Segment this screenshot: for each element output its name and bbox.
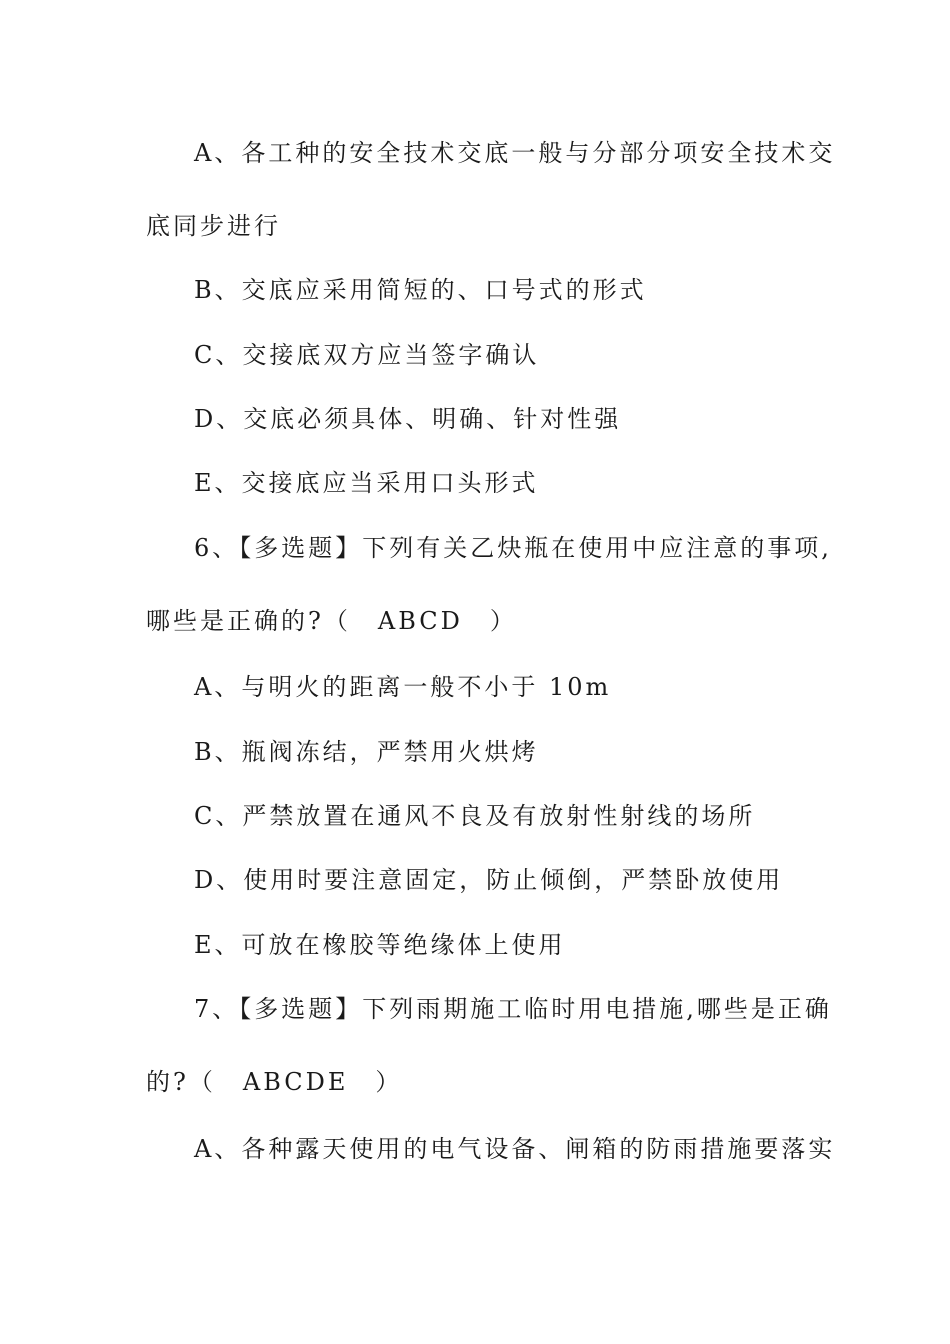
q5-option-a-line1: A、各工种的安全技术交底一般与分部分项安全技术交 (194, 139, 836, 167)
q5-option-b: B、交底应采用简短的、口号式的形式 (194, 276, 647, 304)
q6-option-a: A、与明火的距离一般不小于 10m (194, 673, 612, 701)
q6-option-b: B、瓶阀冻结，严禁用火烘烤 (194, 738, 539, 766)
q6-option-c: C、严禁放置在通风不良及有放射性射线的场所 (194, 802, 756, 830)
q6-stem-line2: 哪些是正确的?（ ABCD ） (146, 607, 517, 635)
q7-stem-line2: 的?（ ABCDE ） (146, 1068, 403, 1096)
q5-option-d: D、交底必须具体、明确、针对性强 (194, 405, 622, 433)
q5-option-e: E、交接底应当采用口头形式 (194, 469, 539, 497)
q5-option-a-line2: 底同步进行 (146, 212, 281, 240)
q6-stem-line1: 6、【多选题】下列有关乙炔瓶在使用中应注意的事项, (194, 534, 832, 562)
q6-option-d: D、使用时要注意固定，防止倾倒，严禁卧放使用 (194, 866, 784, 894)
q7-stem-line1: 7、【多选题】下列雨期施工临时用电措施,哪些是正确 (194, 995, 832, 1023)
q6-option-e: E、可放在橡胶等绝缘体上使用 (194, 931, 566, 959)
q7-option-a: A、各种露天使用的电气设备、闸箱的防雨措施要落实 (194, 1135, 836, 1163)
q5-option-c: C、交接底双方应当签字确认 (194, 341, 540, 369)
